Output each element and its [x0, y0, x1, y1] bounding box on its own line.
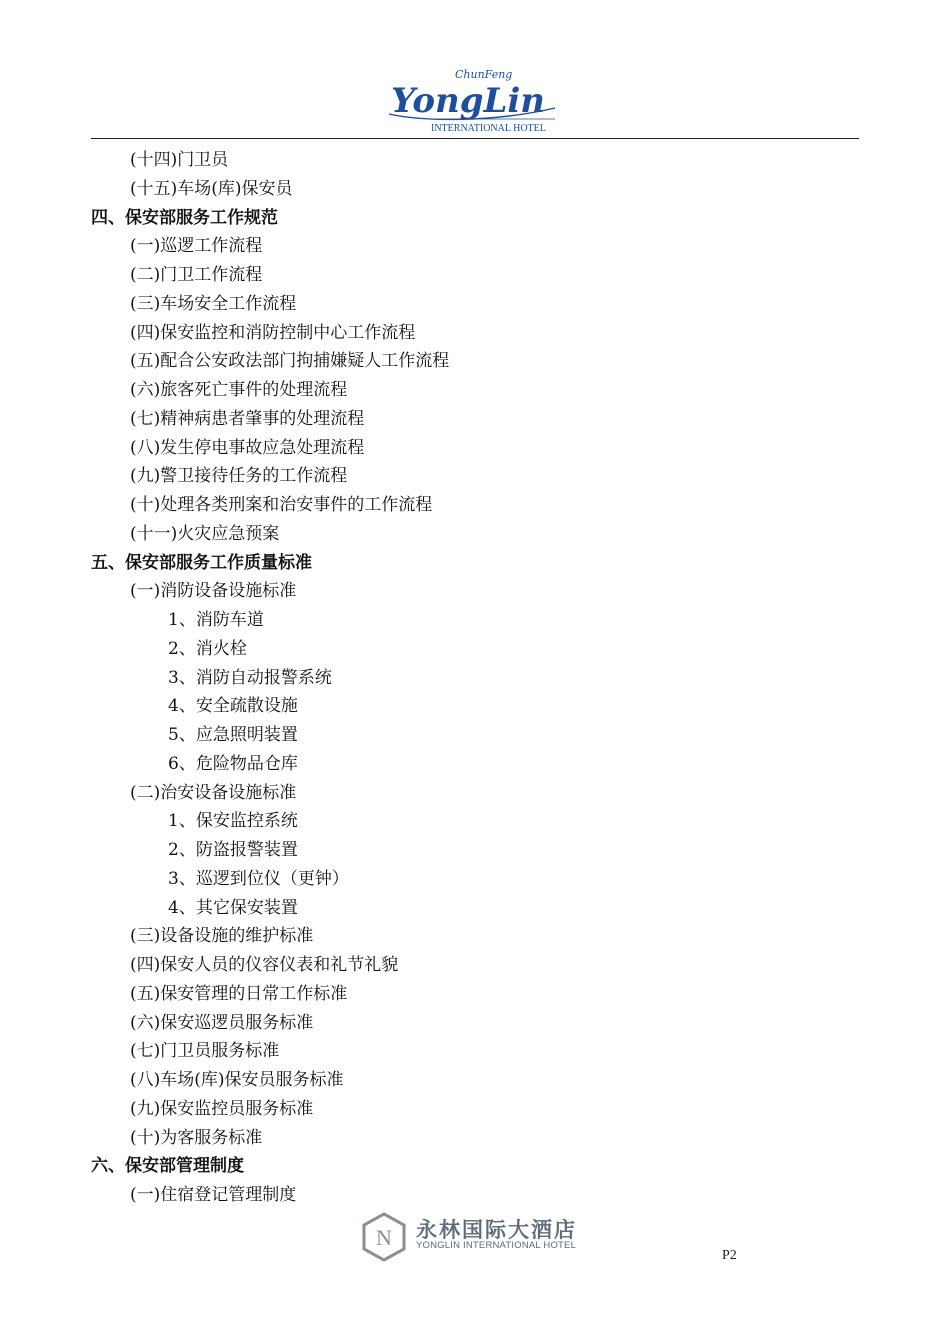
toc-subsection-item: (十)为客服务标准 — [130, 1127, 263, 1148]
toc-subsection-item: (一)住宿登记管理制度 — [130, 1185, 297, 1205]
toc-sub-item: 1、保安监控系统 — [168, 811, 298, 832]
toc-subsection-item: (十)处理各类刑案和治安事件的工作流程 — [130, 495, 433, 515]
toc-section-heading: 六、保安部管理制度 — [91, 1156, 244, 1177]
toc-subsection-item: (一)巡逻工作流程 — [130, 236, 263, 257]
toc-subsection-item: (三)设备设施的维护标准 — [130, 926, 314, 947]
toc-subsection-item: (一)消防设备设施标准 — [130, 581, 297, 602]
toc-subsection-item: (六)保安巡逻员服务标准 — [130, 1012, 314, 1033]
toc-subsection-item: (七)精神病患者肇事的处理流程 — [130, 408, 365, 429]
toc-sub-item: 1、消防车道 — [168, 610, 264, 630]
toc-subsection-item: (九)警卫接待任务的工作流程 — [130, 466, 348, 487]
svg-text:N: N — [376, 1225, 392, 1250]
toc-sub-item: 2、消火栓 — [168, 638, 247, 659]
toc-sub-item: 2、防盗报警装置 — [168, 840, 298, 860]
toc-subsection-item: (七)门卫员服务标准 — [130, 1041, 280, 1062]
logo-script-main: YongLin — [391, 81, 546, 121]
footer-brand-cn: 永林国际大酒店 — [416, 1217, 577, 1242]
toc-subsection-item: (四)保安人员的仪容仪表和礼节礼貌 — [130, 955, 399, 975]
toc-subsection-item: (八)发生停电事故应急处理流程 — [130, 437, 365, 458]
toc-subsection-item: (五)保安管理的日常工作标准 — [130, 983, 348, 1004]
toc-sub-item: 4、其它保安装置 — [168, 897, 298, 918]
toc-subsection-item: (二)门卫工作流程 — [130, 265, 263, 285]
page-number: P2 — [722, 1248, 737, 1263]
logo-script-small: ChunFeng — [455, 68, 513, 81]
toc-subsection-item: (五)配合公安政法部门拘捕嫌疑人工作流程 — [130, 351, 450, 372]
toc-subsection-item: (六)旅客死亡事件的处理流程 — [130, 380, 348, 400]
toc-sub-item: 3、巡逻到位仪（更钟） — [168, 868, 349, 889]
toc-section-heading: 四、保安部服务工作规范 — [91, 207, 278, 228]
toc-subsection-item: (八)车场(库)保安员服务标准 — [130, 1070, 344, 1090]
toc-subsection-item: (四)保安监控和消防控制中心工作流程 — [130, 322, 416, 343]
logo-subtitle: INTERNATIONAL HOTEL — [431, 123, 546, 134]
footer-brand-en: YONGLIN INTERNATIONAL HOTEL — [416, 1240, 577, 1251]
hotel-logo — [385, 62, 565, 134]
toc-subsection-item: (二)治安设备设施标准 — [130, 782, 297, 803]
toc-subsection-item: (九)保安监控员服务标准 — [130, 1098, 314, 1119]
toc-subsection-item: (十四)门卫员 — [130, 150, 229, 170]
toc-subsection-item: (三)车场安全工作流程 — [130, 293, 297, 314]
toc-sub-item: 4、安全疏散设施 — [168, 696, 298, 717]
toc-sub-item: 5、应急照明装置 — [168, 725, 298, 745]
toc-sub-item: 6、危险物品仓库 — [168, 753, 298, 774]
table-of-contents — [0, 146, 950, 1210]
toc-section-heading: 五、保安部服务工作质量标准 — [91, 552, 312, 573]
toc-sub-item: 3、消防自动报警系统 — [168, 667, 332, 688]
toc-subsection-item: (十五)车场(库)保安员 — [130, 178, 293, 199]
toc-subsection-item: (十一)火灾应急预案 — [130, 523, 280, 544]
header-divider — [91, 138, 859, 139]
